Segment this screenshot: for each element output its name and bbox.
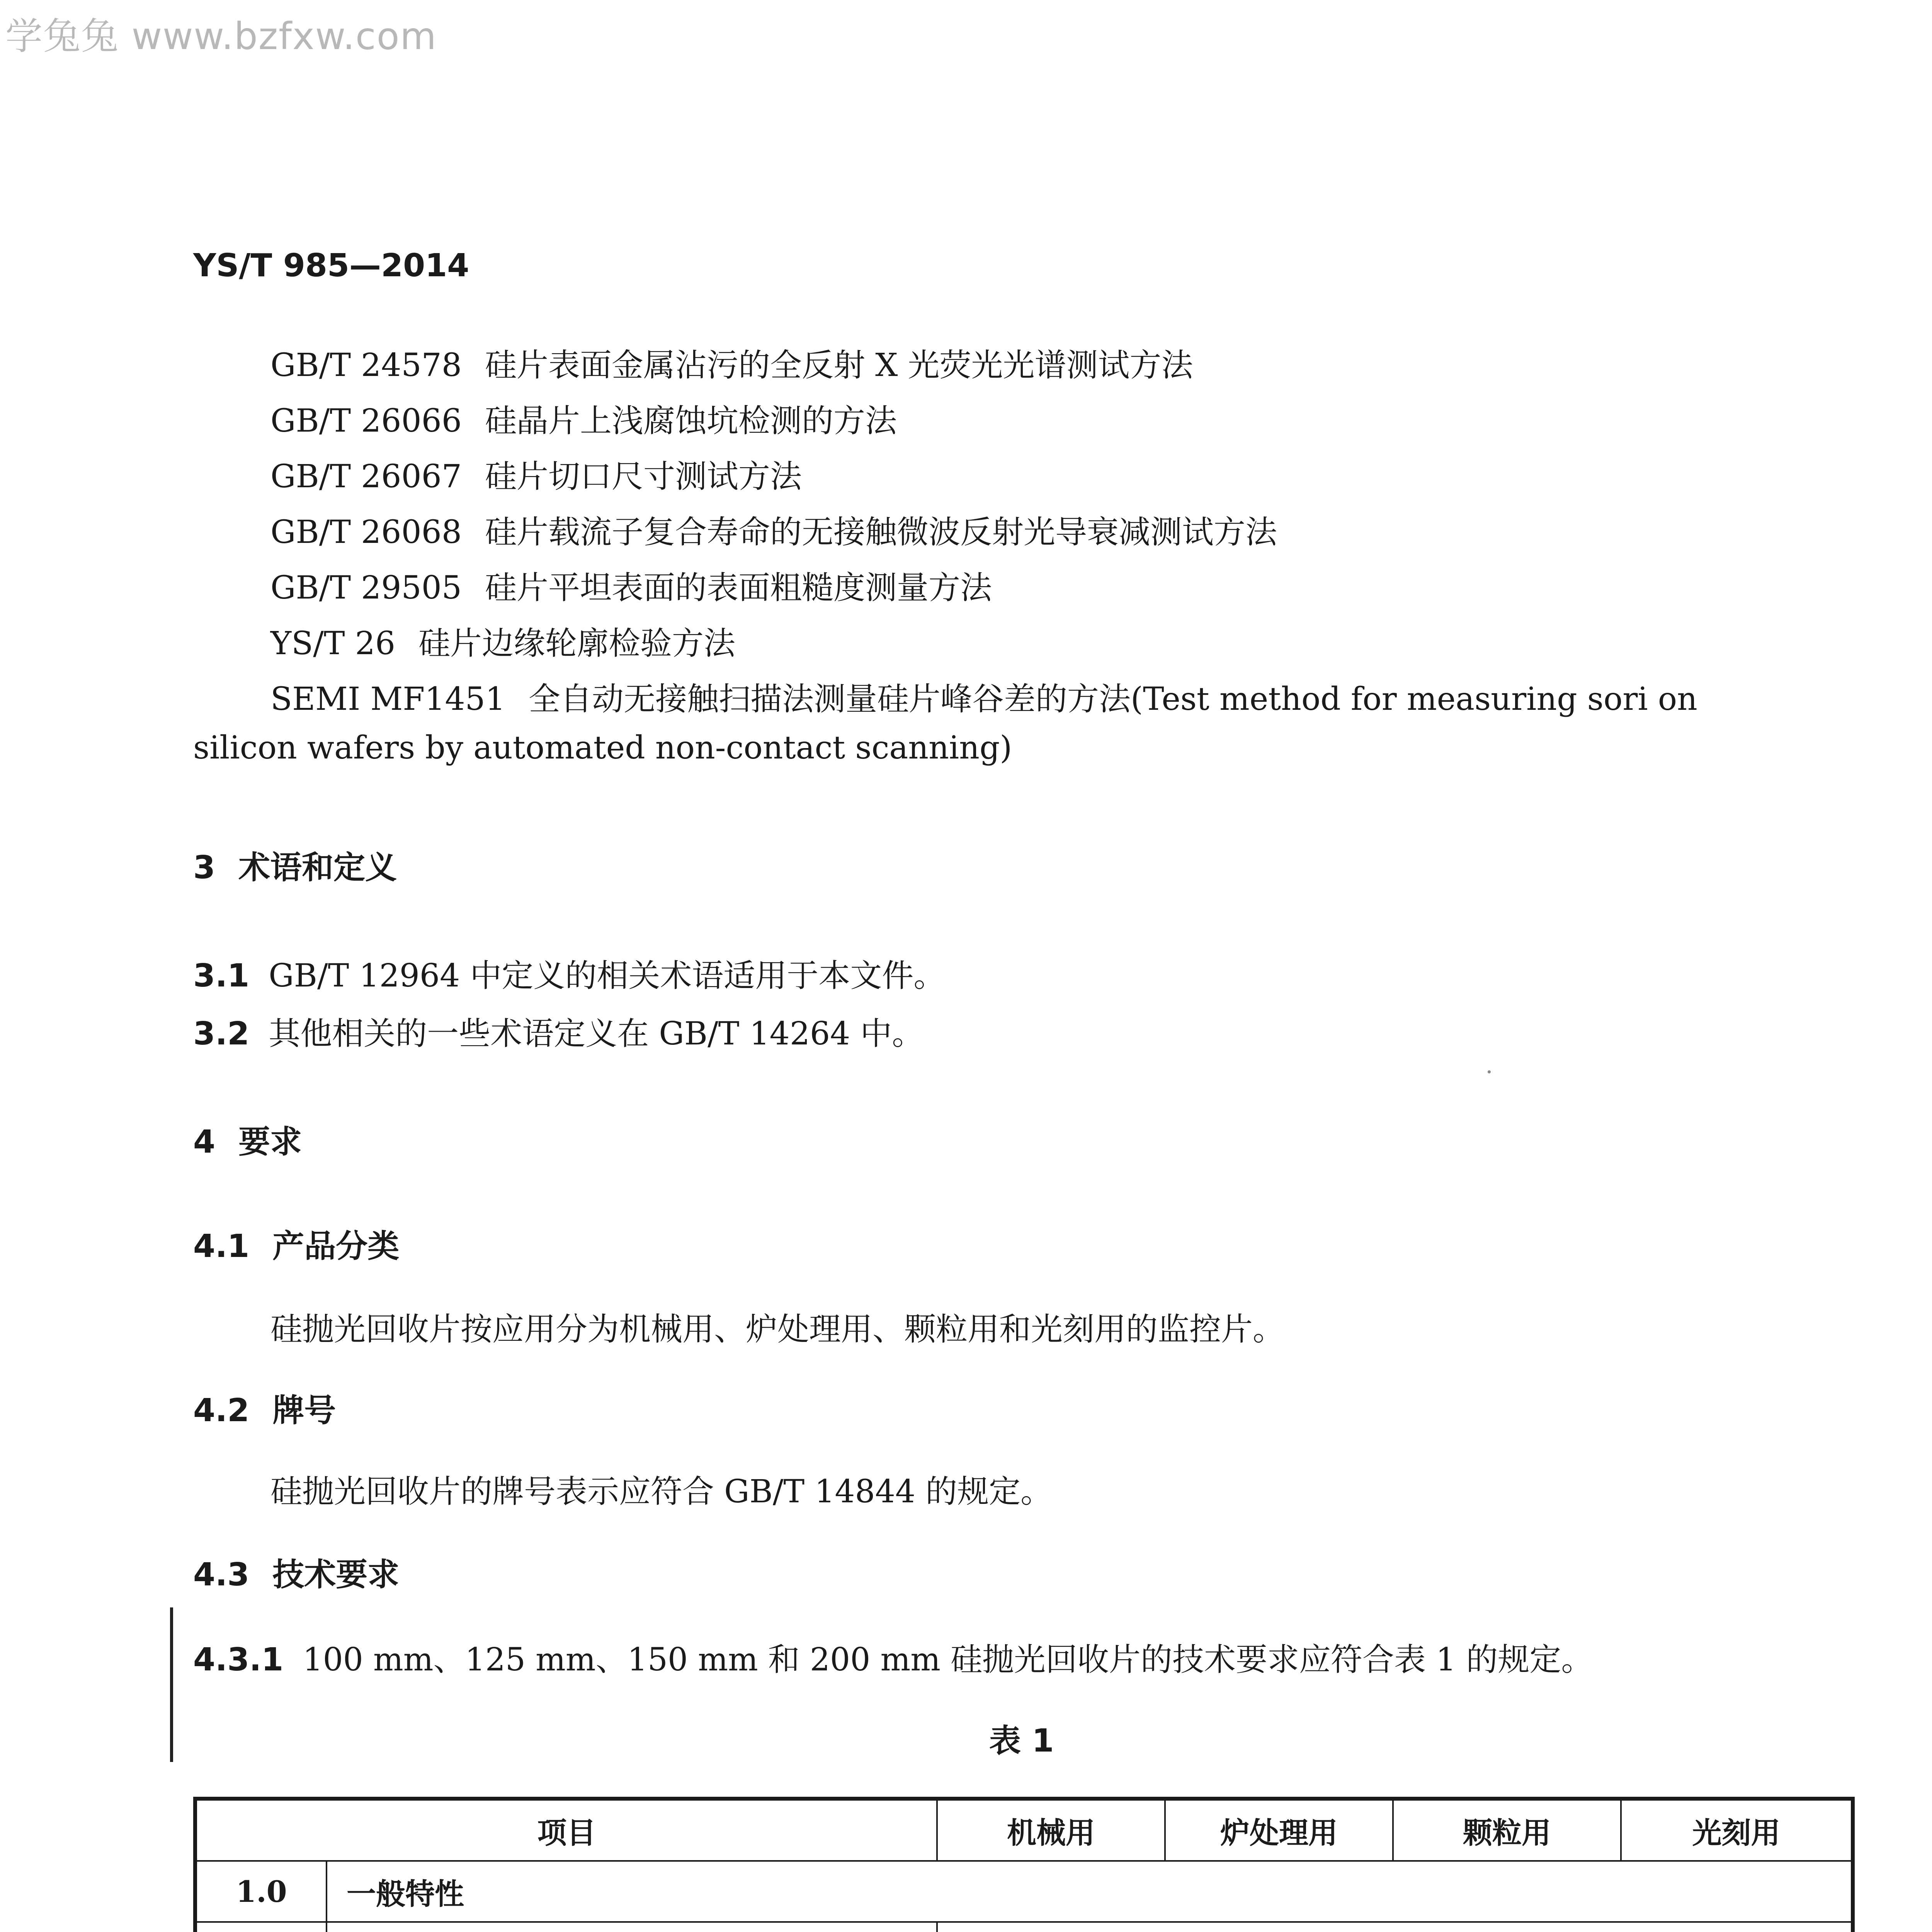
group-label: 一般特性 <box>327 1861 1853 1922</box>
clause-text: GB/T 12964 中定义的相关术语适用于本文件。 <box>269 957 946 994</box>
reference-title: 硅晶片上浅腐蚀坑检测的方法 <box>485 403 897 439</box>
reference-code: GB/T 29505 <box>270 570 462 606</box>
standard-code: YS/T 985—2014 <box>193 247 469 284</box>
header-mechanical: 机械用 <box>937 1799 1165 1861</box>
clause-text: 其他相关的一些术语定义在 GB/T 14264 中。 <box>269 1015 924 1052</box>
row-number: 1.0 <box>195 1861 327 1922</box>
reference-title: 硅片切口尺寸测试方法 <box>485 458 802 495</box>
clause-4-3-1 <box>193 1634 1593 1680</box>
reference-title: 全自动无接触扫描法测量硅片峰谷差的方法(Test method for measuring sori on <box>529 681 1697 718</box>
reference-item <box>270 340 1193 385</box>
clause-number: 4.1 <box>193 1228 250 1265</box>
section-3-heading <box>193 842 397 888</box>
section-4-heading <box>193 1117 302 1162</box>
reference-title: 硅片表面金属沾污的全反射 X 光荧光光谱测试方法 <box>485 347 1193 384</box>
row-label <box>327 1922 937 1932</box>
table-header-row <box>195 1799 1853 1861</box>
clause-number: 4.2 <box>193 1392 250 1429</box>
clause-title: 牌号 <box>272 1392 336 1429</box>
reference-code: GB/T 26066 <box>270 403 462 439</box>
section-title: 要求 <box>238 1124 302 1160</box>
section-title: 术语和定义 <box>238 849 397 886</box>
reference-title: 硅片边缘轮廓检验方法 <box>418 625 736 662</box>
clause-number: 3.1 <box>193 957 250 994</box>
reference-item <box>270 618 735 663</box>
table-caption: 表 1 <box>989 1723 1054 1759</box>
reference-code: GB/T 24578 <box>270 347 462 384</box>
clause-4-2-text: 硅抛光回收片的牌号表示应符合 GB/T 14844 的规定。 <box>270 1473 1053 1510</box>
clause-3-2 <box>193 1009 923 1054</box>
clause-4-1-heading <box>193 1221 399 1266</box>
clause-title: 产品分类 <box>272 1228 400 1265</box>
reference-item <box>270 674 1697 719</box>
header-particle: 颗粒用 <box>1393 1799 1621 1861</box>
reference-continuation: silicon wafers by automated non-contact scanning) <box>193 730 1012 766</box>
reference-code: GB/T 26067 <box>270 458 462 495</box>
clause-4-3-heading <box>193 1549 399 1595</box>
reference-item <box>270 451 802 497</box>
reference-item <box>270 396 897 441</box>
clause-number: 4.3 <box>193 1556 250 1593</box>
row-number <box>195 1922 327 1932</box>
reference-code: GB/T 26068 <box>270 514 462 551</box>
clause-3-1 <box>193 951 945 996</box>
header-furnace: 炉处理用 <box>1165 1799 1393 1861</box>
reference-code: SEMI MF1451 <box>270 681 505 718</box>
row-value <box>937 1922 1853 1932</box>
clause-text: 100 mm、125 mm、150 mm 和 200 mm 硅抛光回收片的技术要求应符合表 1 的规定。 <box>303 1641 1593 1678</box>
change-bar <box>170 1607 173 1762</box>
table-row <box>195 1861 1853 1922</box>
table-row <box>195 1922 1853 1932</box>
watermark: 学兔兔 www.bzfxw.com <box>5 15 437 58</box>
clause-4-2-heading <box>193 1385 336 1430</box>
clause-title: 技术要求 <box>272 1556 400 1593</box>
header-lithography: 光刻用 <box>1621 1799 1853 1861</box>
reference-title: 硅片平坦表面的表面粗糙度测量方法 <box>485 570 992 606</box>
scan-speck <box>1488 1070 1491 1073</box>
header-item: 项目 <box>195 1799 937 1861</box>
spec-table <box>193 1797 1855 1932</box>
clause-number: 4.3.1 <box>193 1641 284 1678</box>
reference-code: YS/T 26 <box>270 625 396 662</box>
reference-title: 硅片载流子复合寿命的无接触微波反射光导衰减测试方法 <box>485 514 1277 551</box>
reference-item <box>270 563 992 608</box>
clause-number: 3.2 <box>193 1015 250 1052</box>
reference-item <box>270 507 1277 552</box>
clause-4-1-text: 硅抛光回收片按应用分为机械用、炉处理用、颗粒用和光刻用的监控片。 <box>270 1311 1285 1348</box>
section-number: 3 <box>193 849 216 886</box>
section-number: 4 <box>193 1124 216 1160</box>
